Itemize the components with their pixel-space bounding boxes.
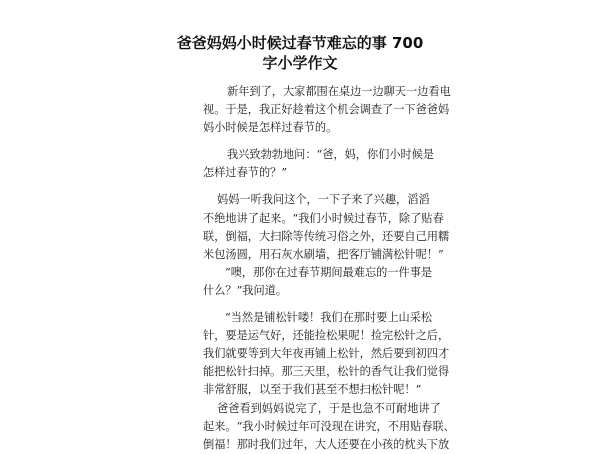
text-line: 妈妈一听我问这个，一下子来了兴趣，滔滔 [217, 193, 430, 207]
text-line: 视。于是，我正好趁着这个机会调查了一下爸爸妈 [203, 103, 450, 117]
text-line: 倒福！那时我们过年，大人还要在小孩的枕头下放 [203, 437, 450, 451]
paragraph [203, 400, 455, 454]
text-line: 针，要是运气好，还能捡松果呢！捡完松针之后， [203, 329, 450, 343]
text-line: 我兴致勃勃地问：“爸，妈，你们小时候是 [227, 148, 435, 162]
text-line: 联，倒福，大扫除等传统习俗之外，还要自己用糯 [203, 229, 450, 243]
text-line: “当然是铺松针喽！我们在那时要上山采松 [225, 311, 433, 325]
text-line: 妈小时候是怎样过春节的。 [203, 121, 338, 135]
text-line: 米包汤圆，用石灰水刷墙，把客厅铺满松针呢！” [203, 247, 444, 261]
paragraph [203, 83, 451, 137]
text-line: 不绝地讲了起来。“我们小时候过春节，除了贴春 [203, 211, 444, 225]
paragraph [203, 264, 433, 300]
text-line: “噢，那你在过春节期间最难忘的一件事是 [225, 265, 433, 279]
paragraph [203, 309, 450, 399]
paragraph [203, 191, 450, 263]
page-title: 爸爸妈妈小时候过春节难忘的事 700 [176, 34, 424, 52]
text-line: 爸爸看到妈妈说完了，于是也急不可耐地讲了 [217, 401, 441, 415]
text-line: 我们就要等到大年夜再铺上松针，然后要到初四才 [203, 347, 450, 361]
text-line: 起来。“我小时候过年可没现在讲究，不用贴春联、 [203, 419, 455, 433]
article-body [203, 83, 455, 454]
text-line: 什么？”我问道。 [203, 283, 288, 297]
text-line: 新年到了，大家都围在桌边一边聊天一边看电 [227, 85, 451, 98]
text-line: 怎样过春节的？” [203, 166, 288, 180]
paragraph [203, 146, 435, 182]
text-line: 非常舒服，以至于我们甚至不想扫松针呢！” [203, 383, 422, 397]
page-title-continued: 字小学作文 [262, 54, 338, 72]
text-line: 能把松针扫掉。那三天里，松针的香气让我们觉得 [203, 365, 450, 379]
